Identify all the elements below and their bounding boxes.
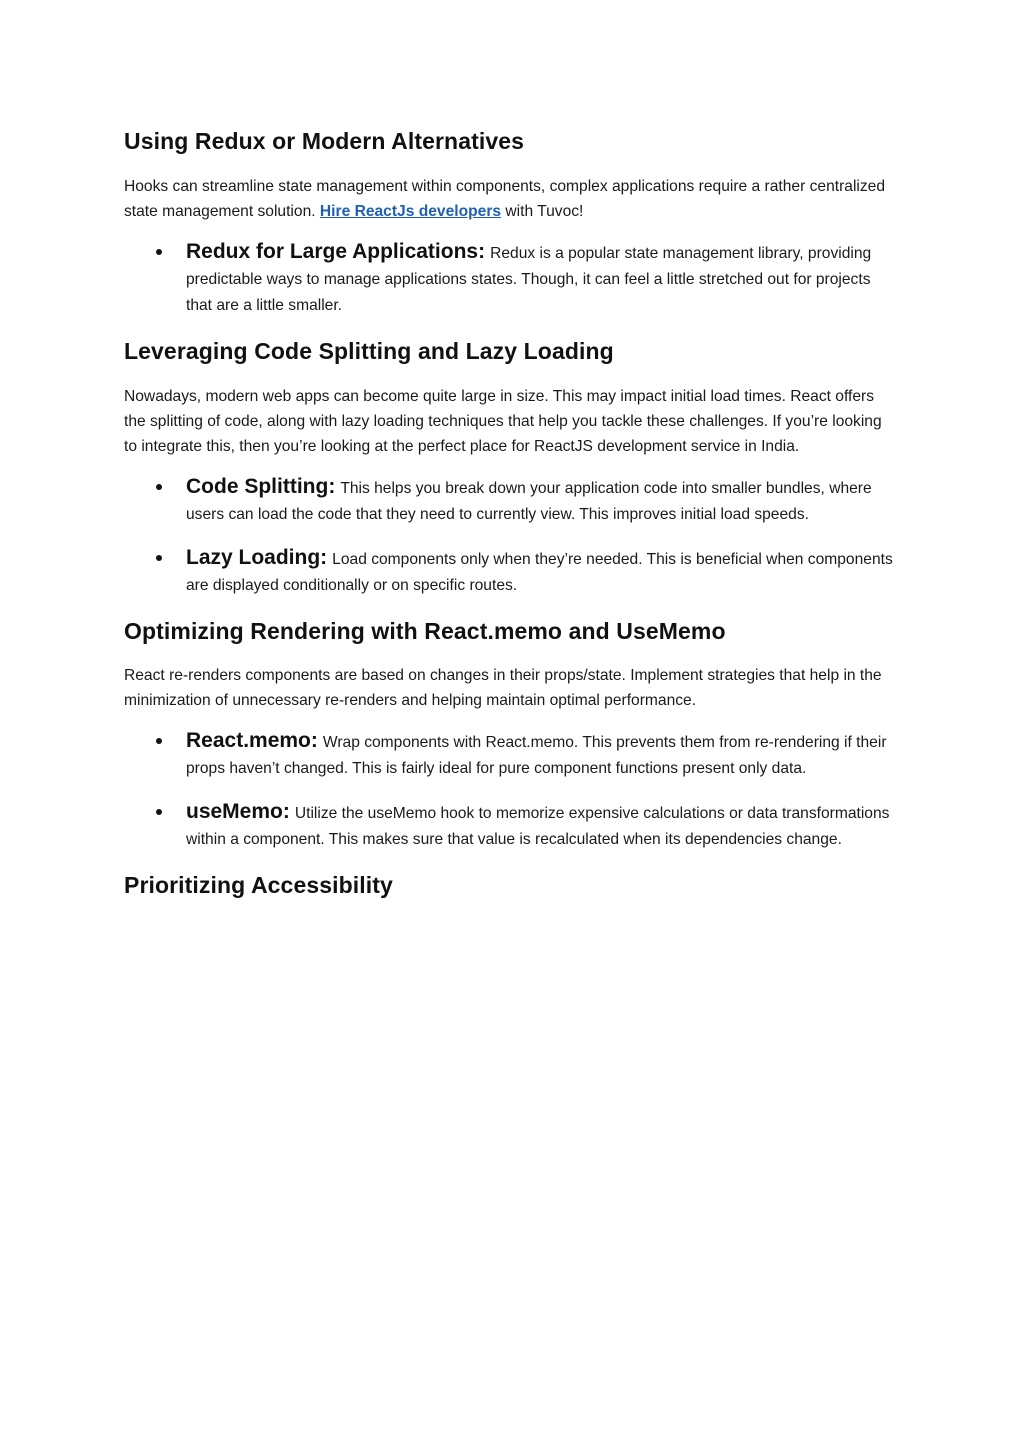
bullet-text: Redux is a popular state management library, providing predictable ways to manage applications states. Though, it can feel a little stretched out for projects that are a little smaller.: [186, 245, 872, 314]
section-heading-optimizing-rendering: Optimizing Rendering with React.memo and UseMemo: [124, 618, 726, 644]
paragraph-text: with Tuvoc!: [501, 203, 584, 220]
bullet-term: Code Splitting:: [186, 475, 336, 498]
bullet-term: Redux for Large Applications:: [186, 240, 486, 263]
bullet-term: React.memo:: [186, 729, 318, 752]
section-paragraph-optimizing-rendering: React re-renders components are based on changes in their props/state. Implement strategies that help in the minimization of unnecessary re-renders and helping maintain optimal performance.: [124, 667, 882, 709]
list-item: [124, 545, 894, 599]
bullet-term: Lazy Loading:: [186, 546, 328, 569]
bullet-icon: [156, 484, 162, 490]
bullet-text: This helps you break down your application code into smaller bundles, where users can load the code that they need to currently view. This improves initial load speeds.: [186, 480, 872, 523]
bullet-text: Wrap components with React.memo. This prevents them from re-rendering if their props haven’t changed. This is fairly ideal for pure component functions present only data.: [186, 734, 887, 777]
document-content: [124, 126, 894, 900]
section-paragraph-redux: [124, 174, 894, 224]
bullet-icon: [156, 738, 162, 744]
bullet-list-code-splitting: [124, 474, 894, 599]
section-heading-code-splitting: Leveraging Code Splitting and Lazy Loading: [124, 338, 614, 364]
bullet-icon: [156, 249, 162, 255]
section-heading-redux: Using Redux or Modern Alternatives: [124, 128, 525, 154]
list-item: [124, 799, 894, 853]
list-item: [124, 474, 894, 528]
hire-reactjs-developers-link[interactable]: Hire ReactJs developers: [319, 203, 502, 220]
section-heading-accessibility: Prioritizing Accessibility: [124, 872, 393, 898]
bullet-list-optimizing-rendering: [124, 728, 894, 853]
bullet-term: useMemo:: [186, 800, 290, 823]
bullet-icon: [156, 809, 162, 815]
bullet-icon: [156, 555, 162, 561]
bullet-list-redux: [124, 239, 894, 319]
list-item: [124, 728, 894, 782]
paragraph-text: Hooks can streamline state management within components, complex applications require a rather centralized state management solution.: [124, 178, 886, 220]
bullet-text: Utilize the useMemo hook to memorize expensive calculations or data transformations within a component. This makes sure that value is recalculated when its dependencies change.: [186, 805, 890, 848]
bullet-text: Load components only when they’re needed. This is beneficial when components are displayed conditionally or on specific routes.: [186, 551, 893, 594]
section-paragraph-code-splitting: Nowadays, modern web apps can become quite large in size. This may impact initial load times. React offers the splitting of code, along with lazy loading techniques that help you tackle these challenges. If you’re looking to integrate this, then you’re looking at the perfect place for ReactJS development service in India.: [124, 388, 882, 455]
list-item: [124, 239, 894, 319]
